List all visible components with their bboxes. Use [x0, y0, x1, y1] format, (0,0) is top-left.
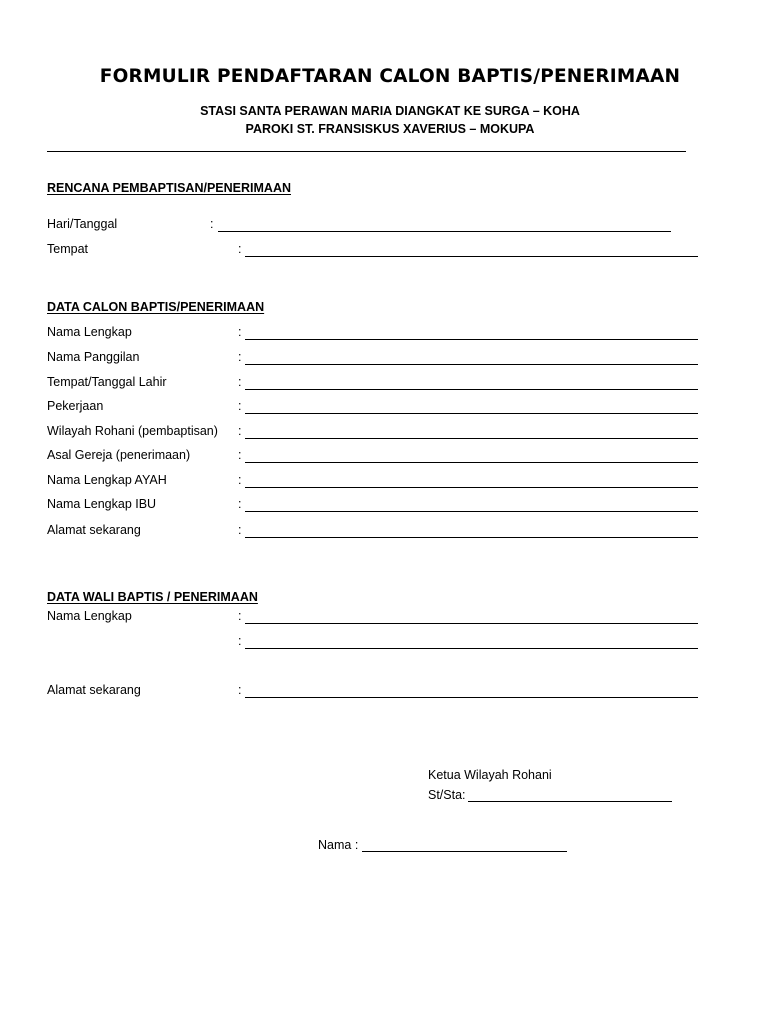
field-line-hari-tanggal[interactable]	[218, 231, 671, 232]
label-tempat-tanggal-lahir: Tempat/Tanggal Lahir	[47, 375, 167, 389]
label-nama-ayah: Nama Lengkap AYAH	[47, 473, 167, 487]
colon: :	[238, 350, 242, 364]
colon: :	[238, 683, 242, 697]
field-line-nama-lengkap[interactable]	[245, 339, 698, 340]
field-line-nama-ayah[interactable]	[245, 487, 698, 488]
colon: :	[238, 634, 242, 648]
field-line-nama-panggilan[interactable]	[245, 364, 698, 365]
field-line-nama-ibu[interactable]	[245, 511, 698, 512]
signature-station-label: St/Sta:	[428, 788, 466, 802]
form-subtitle-stasi: STASI SANTA PERAWAN MARIA DIANGKAT KE SURGA – KOHA	[200, 104, 580, 118]
colon: :	[238, 375, 242, 389]
signature-role: Ketua Wilayah Rohani	[428, 768, 552, 782]
label-hari-tanggal: Hari/Tanggal	[47, 217, 118, 231]
field-line-tempat-tanggal-lahir[interactable]	[245, 389, 698, 390]
colon: :	[238, 424, 242, 438]
field-line-signature-name[interactable]	[362, 851, 567, 852]
colon: :	[210, 217, 214, 231]
label-nama-lengkap: Nama Lengkap	[47, 325, 132, 339]
section-title-wali: DATA WALI BAPTIS / PENERIMAAN	[47, 590, 258, 604]
colon: :	[238, 609, 242, 623]
header-divider	[47, 151, 686, 152]
label-tempat: Tempat	[47, 242, 88, 256]
section-title-rencana: RENCANA PEMBAPTISAN/PENERIMAAN	[47, 181, 291, 195]
label-wilayah-rohani: Wilayah Rohani (pembaptisan)	[47, 424, 218, 438]
field-line-asal-gereja[interactable]	[245, 462, 698, 463]
field-line-pekerjaan[interactable]	[245, 413, 698, 414]
field-line-wilayah-rohani[interactable]	[245, 438, 698, 439]
label-wali-nama-lengkap: Nama Lengkap	[47, 609, 132, 623]
section-title-calon: DATA CALON BAPTIS/PENERIMAAN	[47, 300, 265, 314]
colon: :	[238, 473, 242, 487]
colon: :	[238, 325, 242, 339]
field-line-wali-nama-1[interactable]	[245, 623, 698, 624]
colon: :	[238, 448, 242, 462]
field-line-wali-nama-2[interactable]	[245, 648, 698, 649]
field-line-wali-alamat[interactable]	[245, 697, 698, 698]
label-nama-panggilan: Nama Panggilan	[47, 350, 140, 364]
label-wali-alamat-sekarang: Alamat sekarang	[47, 683, 141, 697]
label-nama-ibu: Nama Lengkap IBU	[47, 497, 157, 511]
colon: :	[238, 523, 242, 537]
label-alamat-sekarang: Alamat sekarang	[47, 523, 141, 537]
form-title: FORMULIR PENDAFTARAN CALON BAPTIS/PENERIMAAN	[99, 66, 681, 87]
field-line-alamat-sekarang[interactable]	[245, 537, 698, 538]
field-line-tempat[interactable]	[245, 256, 698, 257]
signature-name-label: Nama :	[318, 838, 359, 852]
field-line-station[interactable]	[468, 801, 672, 802]
label-asal-gereja: Asal Gereja (penerimaan)	[47, 448, 191, 462]
form-subtitle-paroki: PAROKI ST. FRANSISKUS XAVERIUS – MOKUPA	[245, 122, 535, 136]
colon: :	[238, 497, 242, 511]
colon: :	[238, 399, 242, 413]
colon: :	[238, 242, 242, 256]
label-pekerjaan: Pekerjaan	[47, 399, 104, 413]
